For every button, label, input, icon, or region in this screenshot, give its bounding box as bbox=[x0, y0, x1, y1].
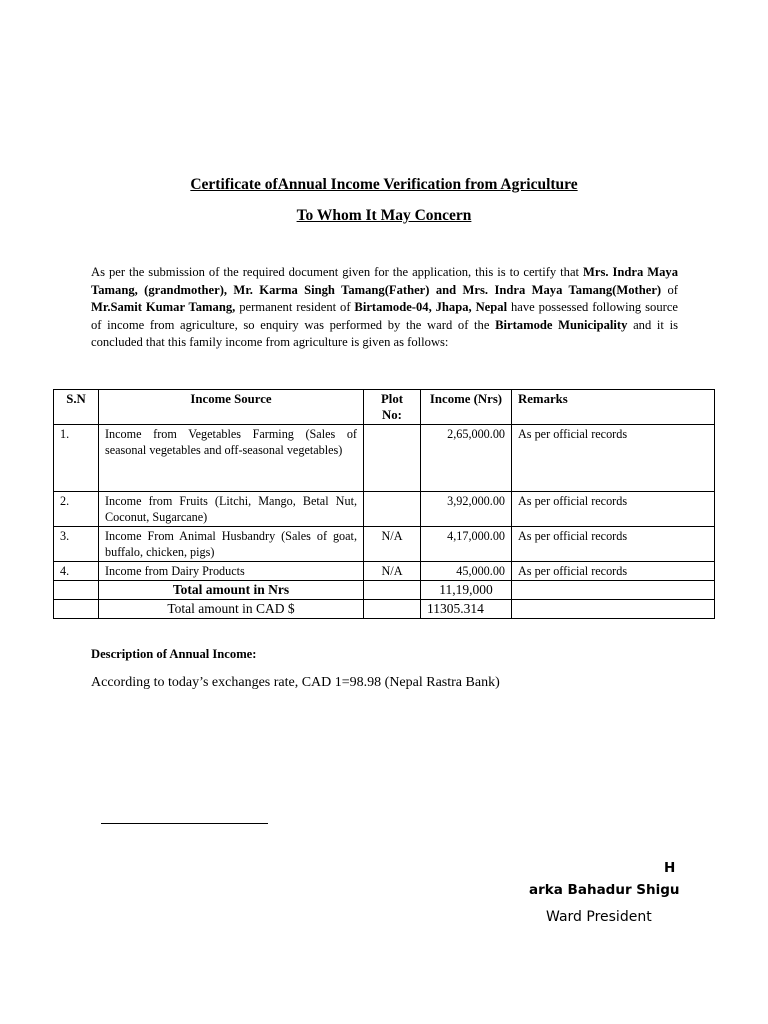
row-sn: 1. bbox=[54, 425, 99, 492]
header-sn: S.N bbox=[54, 390, 99, 425]
signature-line bbox=[101, 823, 268, 824]
certification-paragraph bbox=[91, 264, 678, 352]
table-row bbox=[54, 527, 715, 562]
description-heading: Description of Annual Income: bbox=[91, 647, 257, 661]
row-remarks: As per official records bbox=[512, 562, 715, 581]
residence-address: Birtamode-04, Jhapa, Nepal bbox=[354, 300, 508, 315]
row-plot: N/A bbox=[364, 527, 421, 562]
total-cad-row bbox=[54, 600, 715, 619]
paragraph-text-5: and it is concluded that this family income from agriculture is given as follows: bbox=[91, 317, 678, 350]
table-row bbox=[54, 562, 715, 581]
signatory-initial: H bbox=[664, 860, 676, 876]
total-nrs-value: 11,19,000 bbox=[421, 581, 512, 600]
row-remarks: As per official records bbox=[512, 527, 715, 562]
row-income: 3,92,000.00 bbox=[421, 492, 512, 527]
row-sn: 2. bbox=[54, 492, 99, 527]
row-sn: 3. bbox=[54, 527, 99, 562]
header-income-source: Income Source bbox=[99, 390, 364, 425]
signatory-name: arka Bahadur Shigu bbox=[529, 882, 680, 898]
table-row bbox=[54, 492, 715, 527]
row-sn: 4. bbox=[54, 562, 99, 581]
parents-names: Mrs. Indra Maya Tamang, (grandmother), Mr. Karma Singh Tamang(Father) and Mrs. Indra Maya Tamang(Mother) bbox=[91, 265, 678, 297]
document-title: Certificate ofAnnual Income Verification from Agriculture bbox=[190, 176, 578, 193]
signatory-role: Ward President bbox=[546, 909, 652, 925]
row-source: Income from Vegetables Farming (Sales of seasonal vegetables and off-seasonal vegetables) bbox=[99, 425, 364, 492]
row-source: Income From Animal Husbandry (Sales of goat, buffalo, chicken, pigs) bbox=[99, 527, 364, 562]
total-nrs-label: Total amount in Nrs bbox=[99, 581, 364, 600]
total-cad-label: Total amount in CAD $ bbox=[99, 600, 364, 619]
row-income: 4,17,000.00 bbox=[421, 527, 512, 562]
applicant-name: Mr.Samit Kumar Tamang, bbox=[91, 300, 236, 315]
table-row bbox=[54, 425, 715, 492]
table-header-row bbox=[54, 390, 715, 425]
row-source: Income from Fruits (Litchi, Mango, Betal Nut, Coconut, Sugarcane) bbox=[99, 492, 364, 527]
total-nrs-row bbox=[54, 581, 715, 600]
total-cad-value: 11305.314 bbox=[421, 600, 512, 619]
row-source: Income from Dairy Products bbox=[99, 562, 364, 581]
row-remarks: As per official records bbox=[512, 425, 715, 492]
row-plot bbox=[364, 425, 421, 492]
row-plot: N/A bbox=[364, 562, 421, 581]
row-plot bbox=[364, 492, 421, 527]
paragraph-text-4: have possessed following source of income from agriculture, so enquiry was performed by the ward of the bbox=[91, 300, 679, 332]
header-plot-no: Plot No: bbox=[364, 390, 421, 425]
municipality-name: Birtamode Municipality bbox=[495, 317, 628, 332]
paragraph-text-3: permanent resident of bbox=[235, 300, 355, 315]
paragraph-text-2: of bbox=[661, 282, 678, 297]
document-subtitle: To Whom It May Concern bbox=[296, 207, 472, 224]
header-remarks: Remarks bbox=[512, 390, 715, 425]
header-income: Income (Nrs) bbox=[421, 390, 512, 425]
income-table bbox=[53, 389, 715, 619]
row-remarks: As per official records bbox=[512, 492, 715, 527]
row-income: 2,65,000.00 bbox=[421, 425, 512, 492]
paragraph-text-1: As per the submission of the required document given for the application, this is to certify that bbox=[91, 265, 583, 279]
row-income: 45,000.00 bbox=[421, 562, 512, 581]
exchange-rate-text: According to today’s exchanges rate, CAD 1=98.98 (Nepal Rastra Bank) bbox=[91, 675, 500, 690]
